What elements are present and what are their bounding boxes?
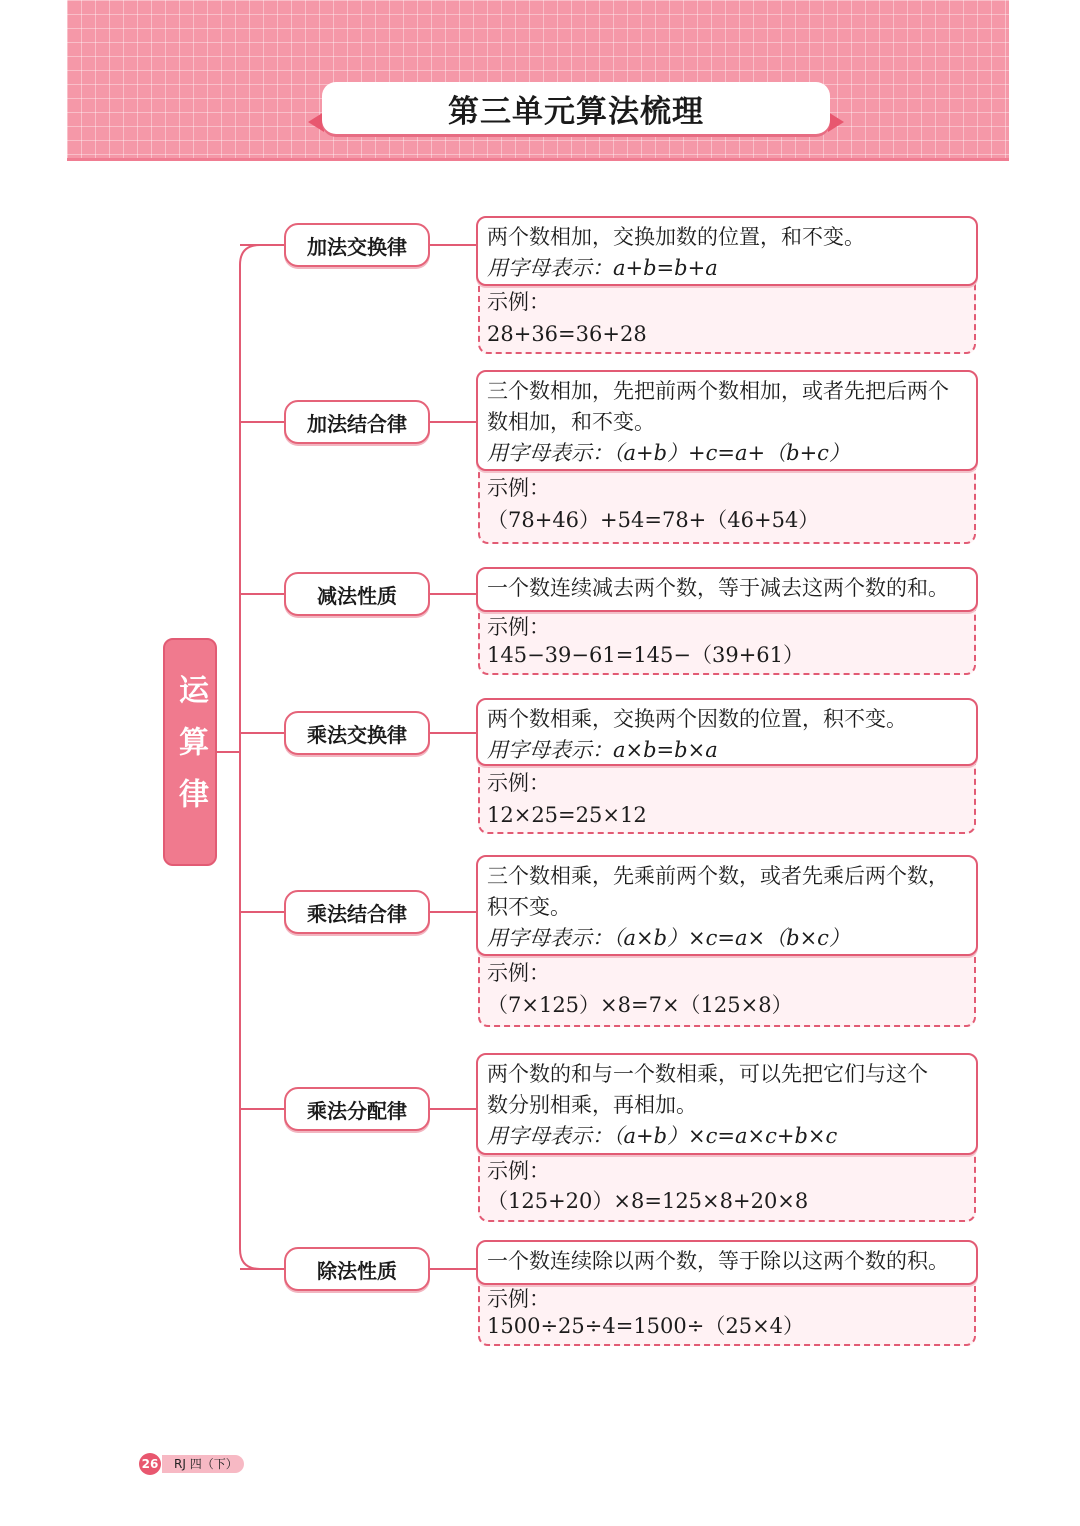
node-addition-associative: 加法结合律	[284, 400, 430, 444]
example-label: 示例：	[487, 1287, 550, 1311]
node-multiplication-commutative: 乘法交换律	[284, 711, 430, 755]
rule-box-multiplication-commutative	[476, 698, 978, 766]
example-box-subtraction-property	[478, 609, 976, 675]
rule-line: 数分别相乘，再相加。	[487, 1093, 697, 1117]
rule-line: 三个数相加，先把前两个数相加，或者先把后两个	[487, 379, 949, 403]
rule-box-multiplication-distributive	[476, 1053, 978, 1155]
node-multiplication-distributive: 乘法分配律	[284, 1087, 430, 1131]
node-subtraction-property: 减法性质	[284, 572, 430, 616]
example-equation: （7×125）×8=7×（125×8）	[487, 993, 793, 1017]
rule-box-multiplication-associative	[476, 855, 978, 956]
rule-box-addition-associative	[476, 370, 978, 471]
rule-line: 两个数相乘，交换两个因数的位置，积不变。	[487, 707, 907, 731]
rule-box-addition-commutative	[476, 216, 978, 286]
node-addition-commutative: 加法交换律	[284, 223, 430, 267]
example-equation: 145−39−61=145−（39+61）	[487, 643, 805, 667]
example-box-addition-associative	[478, 468, 976, 544]
rule-line: 一个数连续减去两个数，等于减去这两个数的和。	[487, 576, 949, 600]
example-box-division-property	[478, 1282, 976, 1346]
rule-box-subtraction-property	[476, 567, 978, 612]
page-title: 第三单元算法梳理	[322, 82, 830, 134]
rule-formula-line: 用字母表示：a+b=b+a	[487, 256, 718, 280]
example-label: 示例：	[487, 961, 550, 985]
example-label: 示例：	[487, 771, 550, 795]
rule-box-division-property	[476, 1240, 978, 1285]
example-equation: 12×25=25×12	[487, 803, 647, 827]
node-division-property: 除法性质	[284, 1247, 430, 1291]
rule-line: 两个数相加，交换加数的位置，和不变。	[487, 225, 865, 249]
example-equation: （78+46）+54=78+（46+54）	[487, 508, 820, 532]
node-multiplication-associative: 乘法结合律	[284, 890, 430, 934]
rule-formula-line: 用字母表示：（a×b）×c=a×（b×c）	[487, 926, 850, 950]
example-box-multiplication-associative	[478, 953, 976, 1027]
rule-line: 积不变。	[487, 895, 571, 919]
example-box-multiplication-distributive	[478, 1152, 976, 1222]
root-node-operation-laws: 运算律	[163, 638, 217, 866]
trunk-line	[240, 245, 260, 1269]
rule-formula-line: 用字母表示：（a+b）×c=a×c+b×c	[487, 1124, 838, 1148]
example-label: 示例：	[487, 1159, 550, 1183]
example-equation: 1500÷25÷4=1500÷（25×4）	[487, 1314, 805, 1338]
example-equation: 28+36=36+28	[487, 322, 647, 346]
example-box-multiplication-commutative	[478, 763, 976, 834]
example-label: 示例：	[487, 290, 550, 314]
rule-line: 数相加，和不变。	[487, 410, 655, 434]
rule-line: 两个数的和与一个数相乘，可以先把它们与这个	[487, 1062, 928, 1086]
rule-line: 三个数相乘，先乘前两个数，或者先乘后两个数，	[487, 864, 949, 888]
example-box-addition-commutative	[478, 282, 976, 354]
page-number-badge: 26	[139, 1453, 161, 1475]
example-label: 示例：	[487, 476, 550, 500]
edition-label: RJ 四（下）	[162, 1455, 244, 1473]
rule-line: 一个数连续除以两个数，等于除以这两个数的积。	[487, 1249, 949, 1273]
example-equation: （125+20）×8=125×8+20×8	[487, 1189, 809, 1213]
rule-formula-line: 用字母表示：（a+b）+c=a+（b+c）	[487, 441, 850, 465]
rule-formula-line: 用字母表示：a×b=b×a	[487, 738, 718, 762]
example-label: 示例：	[487, 615, 550, 639]
